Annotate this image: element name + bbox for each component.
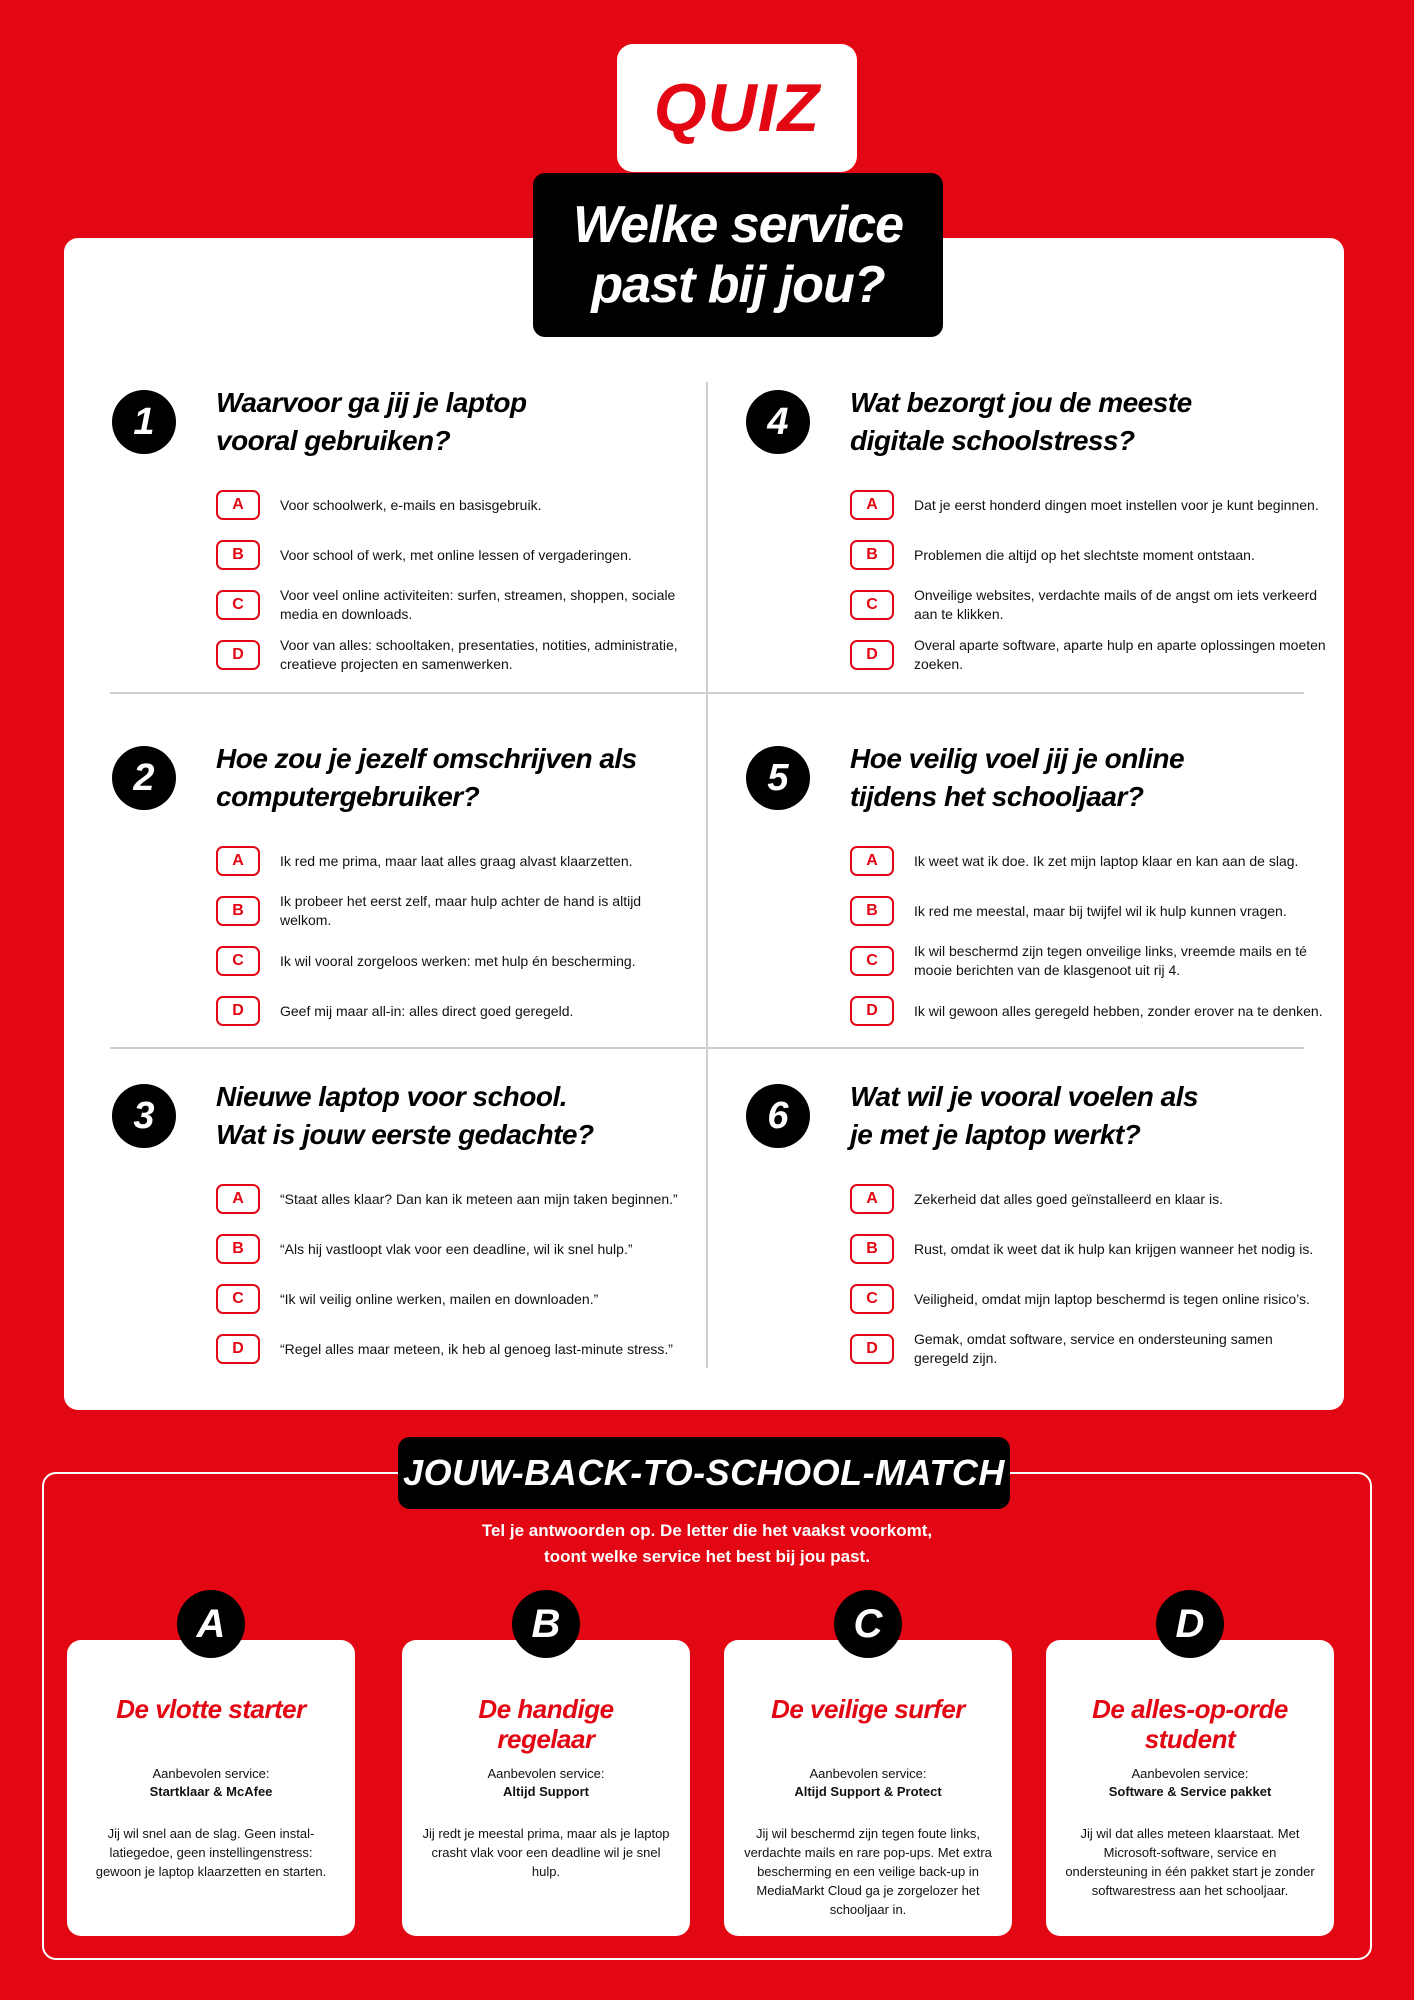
recommended-label: Aanbevolen service: [487,1766,605,1781]
question-number-badge: 2 [112,746,176,810]
answer-letter: B [216,540,260,570]
answer-text: “Staat alles klaar? Dan kan ik meteen aan mijn taken beginnen.” [280,1190,678,1207]
result-description: Jij wil beschermd zijn tegen foute links, verdachte mails en rare pop-ups. Met extra bescherming en een veilige back-up in MediaMarkt Cloud ga je zorgelozer het schooljaar in. [744,1826,992,1917]
question-number-badge: 1 [112,390,176,454]
question-title: Hoe veilig voel jij je online tijdens het schooljaar? [850,743,1185,812]
answer-text: Onveilige websites, verdachte mails of de angst om iets verkeerd aan te klikken. [914,587,1318,622]
answer-option[interactable] [850,530,1330,580]
answer-text: Voor school of werk, met online lessen of vergaderingen. [280,546,632,563]
answer-letter: C [850,946,894,976]
answer-letter: A [216,846,260,876]
answer-option[interactable] [216,630,696,680]
recommended-service: Altijd Support [503,1784,589,1799]
answer-text: Zekerheid dat alles goed geïnstalleerd en klaar is. [914,1190,1223,1207]
answer-option[interactable] [850,580,1330,630]
answer-letter: D [850,640,894,670]
answer-text: Rust, omdat ik weet dat ik hulp kan krijgen wanneer het nodig is. [914,1240,1314,1257]
result-description: Jij wil dat alles meteen klaarstaat. Met Microsoft-software, service en ondersteuning in één pakket start je zonder softwarestress aan het schooljaar. [1065,1826,1315,1898]
result-title: De alles-op-orde student [1092,1694,1288,1754]
question-number-badge: 6 [746,1084,810,1148]
answer-letter: D [216,640,260,670]
answer-text: Voor veel online activiteiten: surfen, streamen, shoppen, sociale media en downloads. [280,587,676,622]
result-letter-badge: A [177,1590,245,1658]
answer-letter: A [216,490,260,520]
result-title: De veilige surfer [771,1694,965,1724]
answer-option[interactable] [850,986,1330,1036]
answer-text: Problemen die altijd op het slechtste moment ontstaan. [914,546,1255,563]
answer-option[interactable] [216,1324,696,1374]
answer-letter: D [216,1334,260,1364]
result-description: Jij wil snel aan de slag. Geen instal-latiegedoe, geen instellingenstress: gewoon je laptop klaarzetten en starten. [95,1826,327,1879]
answer-option[interactable] [850,630,1330,680]
result-letter-badge: C [834,1590,902,1658]
answer-text: “Regel alles maar meteen, ik heb al genoeg last-minute stress.” [280,1340,673,1357]
answer-option[interactable] [850,836,1330,886]
answer-letter: B [216,896,260,926]
answer-option[interactable] [216,580,696,630]
answer-letter: A [850,846,894,876]
question-number-badge: 3 [112,1084,176,1148]
answer-option[interactable] [216,886,696,936]
row-divider [110,1047,1304,1049]
answer-options [850,1174,1330,1374]
answer-option[interactable] [850,1174,1330,1224]
answer-letter: B [216,1234,260,1264]
answer-option[interactable] [216,986,696,1036]
answer-text: Ik wil gewoon alles geregeld hebben, zonder erover na te denken. [914,1002,1323,1019]
answer-letter: C [216,1284,260,1314]
page-title-line-1: Welke service [572,196,904,254]
answer-options [216,836,696,1036]
answer-letter: C [850,1284,894,1314]
answer-letter: C [216,946,260,976]
answer-option[interactable] [850,480,1330,530]
page-title [533,173,943,337]
result-card-a [67,1601,355,1936]
answer-option[interactable] [216,1224,696,1274]
answer-text: Overal aparte software, aparte hulp en aparte oplossingen moeten zoeken. [914,637,1326,672]
result-description: Jij redt je meestal prima, maar als je laptop crasht vlak voor een deadline wil je snel hulp. [422,1826,670,1879]
answer-letter: B [850,1234,894,1264]
answer-text: Geef mij maar all-in: alles direct goed geregeld. [280,1002,574,1019]
row-divider [110,692,1304,694]
answer-text: Dat je eerst honderd dingen moet instellen voor je kunt beginnen. [914,496,1319,513]
result-card-c [724,1601,1012,1936]
answer-text: Gemak, omdat software, service en ondersteuning samen geregeld zijn. [914,1331,1273,1366]
result-title: De vlotte starter [116,1694,306,1724]
recommended-service: Software & Service pakket [1108,1784,1272,1799]
question-title: Hoe zou je jezelf omschrijven als computergebruiker? [216,743,637,812]
answer-text: Ik red me meestal, maar bij twijfel wil ik hulp kunnen vragen. [914,902,1287,919]
answer-option[interactable] [850,886,1330,936]
column-divider [706,382,708,1368]
page-title-line-2: past bij jou? [591,256,885,314]
answer-option[interactable] [216,1174,696,1224]
question-number-badge: 5 [746,746,810,810]
answer-text: Ik red me prima, maar laat alles graag alvast klaarzetten. [280,852,633,869]
answer-letter: A [216,1184,260,1214]
recommended-service: Altijd Support & Protect [794,1784,942,1799]
answer-options [216,480,696,680]
result-letter-badge: B [512,1590,580,1658]
answer-letter: B [850,896,894,926]
answer-text: Voor van alles: schooltaken, presentaties, notities, administratie, creatieve projecten en samenwerken. [280,637,678,672]
answer-option[interactable] [850,1274,1330,1324]
answer-letter: D [850,1334,894,1364]
answer-letter: D [850,996,894,1026]
question-number-badge: 4 [746,390,810,454]
answer-text: Ik probeer het eerst zelf, maar hulp achter de hand is altijd welkom. [280,893,642,928]
match-intro: Tel je antwoorden op. De letter die het vaakst voorkomt, toont welke service het best bij jou past. [481,1521,933,1566]
answer-letter: D [216,996,260,1026]
question-title: Nieuwe laptop voor school. Wat is jouw eerste gedachte? [216,1081,594,1150]
answer-text: “Ik wil veilig online werken, mailen en downloaden.” [280,1290,599,1307]
answer-letter: C [850,590,894,620]
answer-letter: C [216,590,260,620]
answer-text: “Als hij vastloopt vlak voor een deadline, wil ik snel hulp.” [280,1240,633,1257]
recommended-label: Aanbevolen service: [152,1766,270,1781]
answer-letter: A [850,490,894,520]
recommended-label: Aanbevolen service: [809,1766,927,1781]
answer-letter: A [850,1184,894,1214]
recommended-label: Aanbevolen service: [1131,1766,1249,1781]
answer-option[interactable] [216,836,696,886]
answer-letter: B [850,540,894,570]
answer-options [850,480,1330,680]
match-section-title: JOUW-BACK-TO-SCHOOL-MATCH [398,1437,1010,1509]
recommended-service: Startklaar & McAfee [149,1784,273,1799]
answer-option[interactable] [216,1274,696,1324]
answer-text: Veiligheid, omdat mijn laptop beschermd is tegen online risico’s. [914,1290,1310,1307]
answer-options [216,1174,696,1374]
answer-text: Ik wil vooral zorgeloos werken: met hulp én bescherming. [280,952,636,969]
result-card-b [402,1601,690,1936]
result-card-d [1046,1601,1334,1936]
answer-text: Ik wil beschermd zijn tegen onveilige links, vreemde mails en té mooie berichten van de klasgenoot uit rij 4. [914,943,1307,978]
answer-text: Voor schoolwerk, e-mails en basisgebruik. [280,496,542,513]
question-title: Wat wil je vooral voelen als je met je laptop werkt? [850,1081,1199,1150]
answer-option[interactable] [850,1324,1330,1374]
answer-options [850,836,1330,1036]
answer-option[interactable] [216,936,696,986]
answer-option[interactable] [216,480,696,530]
answer-text: Ik weet wat ik doe. Ik zet mijn laptop klaar en kan aan de slag. [914,852,1299,869]
question-title: Waarvoor ga jij je laptop vooral gebruiken? [216,387,527,456]
result-title: De handige regelaar [478,1694,614,1754]
answer-option[interactable] [850,936,1330,986]
question-title: Wat bezorgt jou de meeste digitale schoolstress? [850,387,1192,456]
answer-option[interactable] [850,1224,1330,1274]
quiz-logo: QUIZ [617,44,857,172]
answer-option[interactable] [216,530,696,580]
result-letter-badge: D [1156,1590,1224,1658]
